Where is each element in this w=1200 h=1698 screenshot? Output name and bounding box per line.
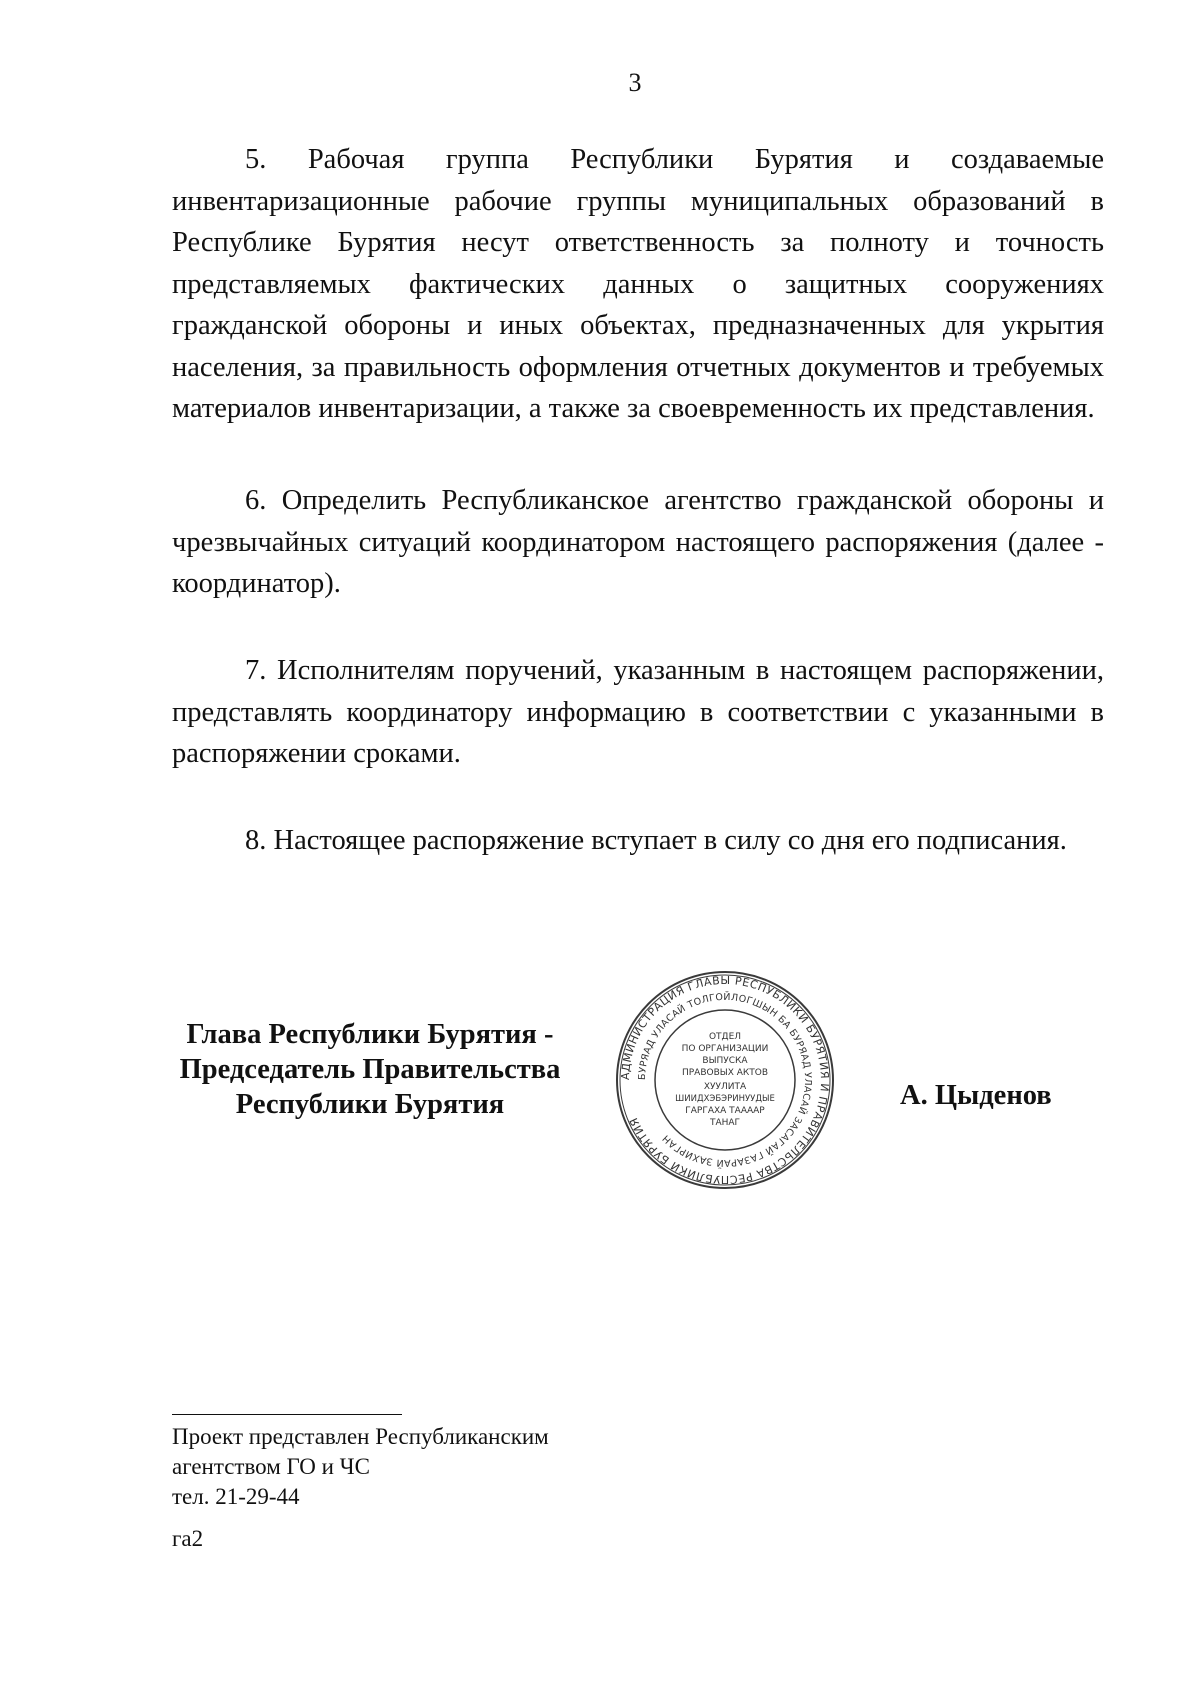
- seal-center-line: ГАРГАХА ТААААР: [685, 1106, 765, 1116]
- seal-center-line: ПО ОРГАНИЗАЦИИ: [681, 1044, 769, 1054]
- document-code: га2: [172, 1526, 204, 1551]
- seal-center-line: ТАНАГ: [709, 1118, 741, 1128]
- svg-text:БУРЯАД УЛАСАЙ ТОЛГОЙЛОГШЫН БА: [637, 991, 813, 1169]
- footnote-divider: [172, 1414, 402, 1415]
- signatory-name: А. Цыденов: [900, 1080, 1052, 1111]
- paragraph-6: 6. Определить Республиканское агентство гражданской обороны и чрезвычайных ситуаций координатором настоящего распоряжения (далее - координатор).: [172, 485, 1104, 599]
- footnote-line: тел. 21-29-44: [172, 1484, 300, 1509]
- paragraph-5: 5. Рабочая группа Республики Бурятия и создаваемые инвентаризационные рабочие группы муниципальных образований в Республике Бурятия несут ответственность за полноту и точность представляемых фактических данных о защитных сооружениях гражданской обороны и иных объектах, предназначенных для укрытия населения, за правильность оформления отчетных документов и требуемых материалов инвентаризации, а также за своевременность их представления.: [172, 144, 1104, 424]
- seal-center-line: ПРАВОВЫХ АКТОВ: [681, 1068, 769, 1078]
- footnote-line: Проект представлен Республиканским: [172, 1424, 549, 1449]
- svg-text:АДМИНИСТРАЦИЯ ГЛАВЫ РЕСПУБЛИКИ: [619, 974, 831, 1186]
- signatory-title: [160, 1017, 580, 1122]
- footnote: [172, 1422, 549, 1512]
- official-seal: [610, 965, 840, 1195]
- seal-center-line: ШИИДХЭБЭРИНУУДЫЕ: [675, 1094, 775, 1104]
- seal-outer-text: АДМИНИСТРАЦИЯ ГЛАВЫ РЕСПУБЛИКИ БУРЯТИЯ И ПРАВИТЕЛЬСТВА РЕСПУБЛИКИ БУРЯТИЯ: [618, 973, 832, 1187]
- paragraph-7: 7. Исполнителям поручений, указанным в настоящем распоряжении, представлять координатору информацию в соответствии с указанными в распоряжении сроками.: [172, 655, 1104, 769]
- signatory-title-line: Глава Республики Бурятия -: [186, 1019, 554, 1050]
- seal-inner-text: БУРЯАД УЛАСАЙ ТОЛГОЙЛОГШЫН БА БУРЯАД УЛАСАЙ ЗАСАГАЙ ГАЗАРАЙ ЗАХИРГАН: [636, 991, 814, 1169]
- signatory-title-line: Председатель Правительства: [179, 1054, 561, 1085]
- seal-center-line: ХУУЛИТА: [703, 1082, 747, 1092]
- footnote-line: агентством ГО и ЧС: [172, 1454, 370, 1479]
- page-number: 3: [628, 68, 642, 97]
- paragraph-8: 8. Настоящее распоряжение вступает в силу со дня его подписания.: [245, 825, 1067, 856]
- seal-center-line: ОТДЕЛ: [708, 1032, 742, 1042]
- signatory-title-line: Республики Бурятия: [235, 1089, 505, 1120]
- seal-center-line: ВЫПУСКА: [702, 1056, 748, 1066]
